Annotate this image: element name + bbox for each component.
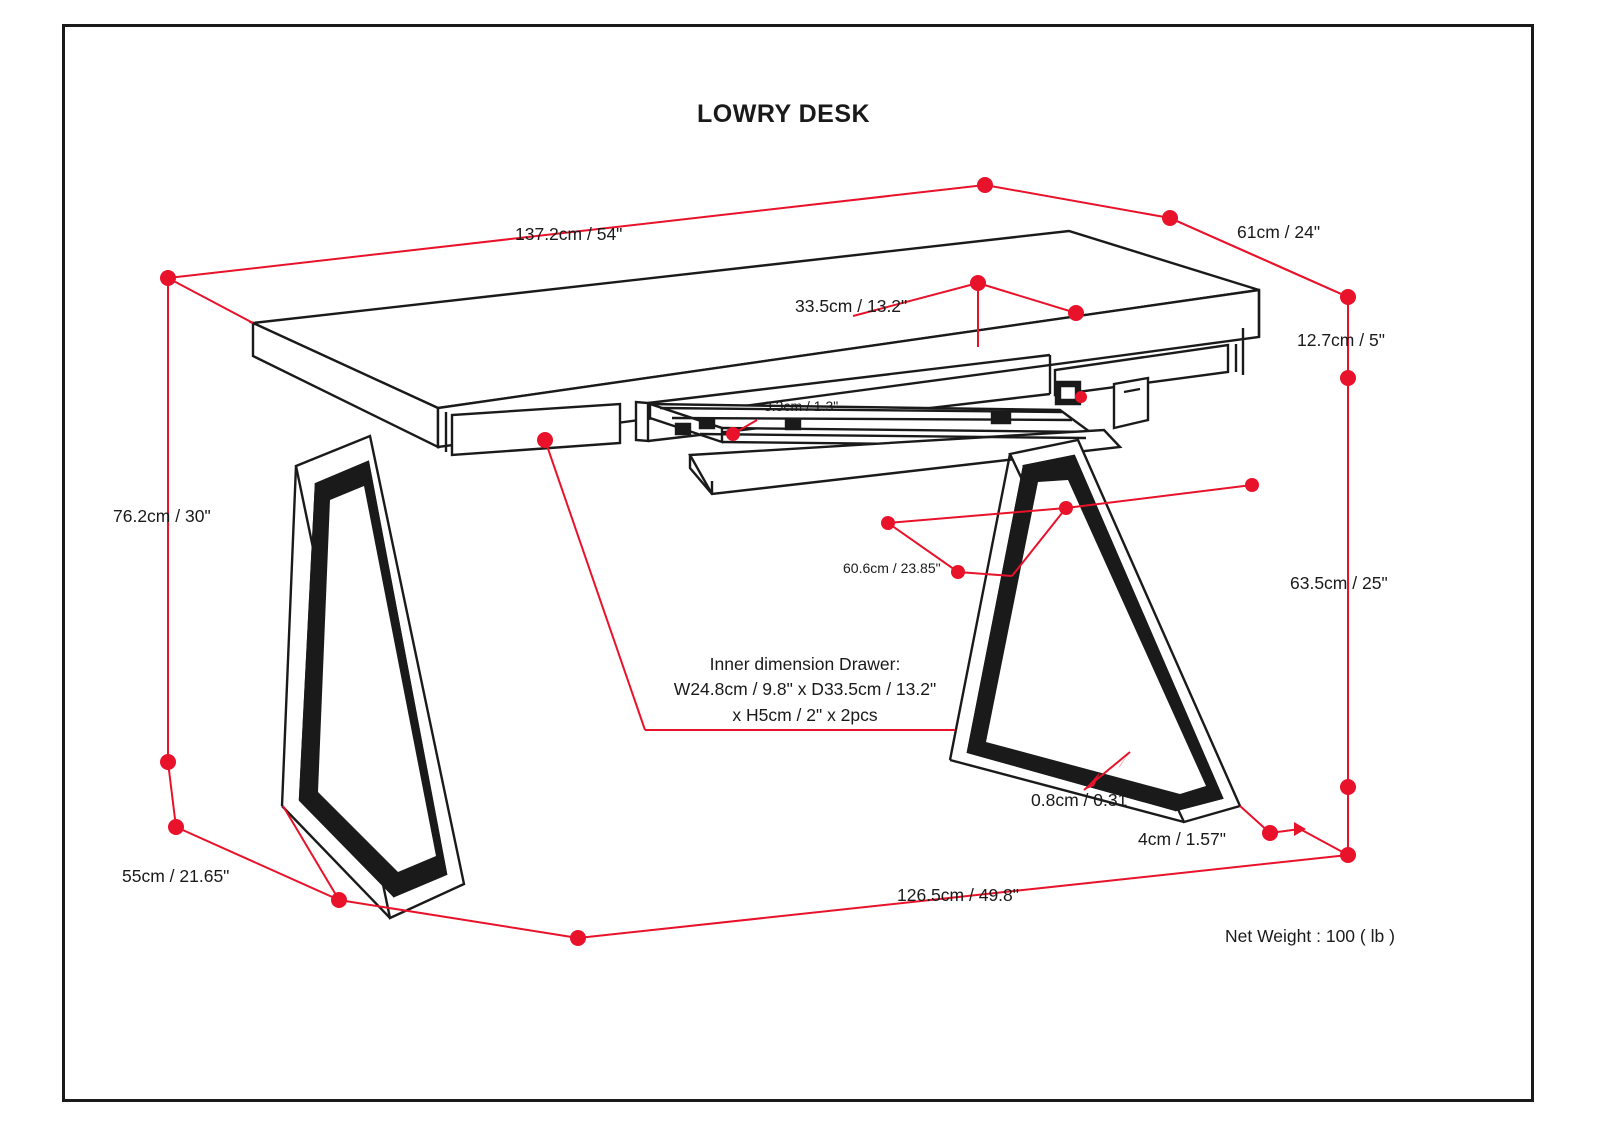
net-weight-label: Net Weight : 100 ( lb ) <box>1225 926 1395 946</box>
drawer-note-line-2: W24.8cm / 9.8" x D33.5cm / 13.2" <box>673 679 937 700</box>
dimension-drawer-depth: 33.5cm / 13.2" <box>795 296 908 316</box>
drawer-note-line-1: Inner dimension Drawer: <box>709 654 901 674</box>
dimension-overall-height: 76.2cm / 30" <box>113 506 211 526</box>
dimension-leg-width: 4cm / 1.57" <box>1138 829 1226 849</box>
dimension-leg-depth: 55cm / 21.65" <box>122 866 230 886</box>
page-title: LOWRY DESK <box>697 100 871 128</box>
dimension-apron-height: 12.7cm / 5" <box>1297 330 1385 350</box>
dimension-inner-slide-width: 60.6cm / 23.85" <box>843 560 941 576</box>
dimension-top-depth: 61cm / 24" <box>1237 222 1321 242</box>
dimension-foot-span: 126.5cm / 49.8" <box>897 885 1019 905</box>
drawer-inner-dimension-note <box>650 652 960 728</box>
dimension-leg-thickness: 0.8cm / 0.31" <box>1031 790 1134 810</box>
dimension-clearance-height: 63.5cm / 25" <box>1290 573 1388 593</box>
dimension-top-width: 137.2cm / 54" <box>515 224 623 244</box>
drawer-note-line-3: x H5cm / 2" x 2pcs <box>732 704 878 725</box>
dimension-slide-thickness: 3.3cm / 1.3" <box>764 398 839 414</box>
